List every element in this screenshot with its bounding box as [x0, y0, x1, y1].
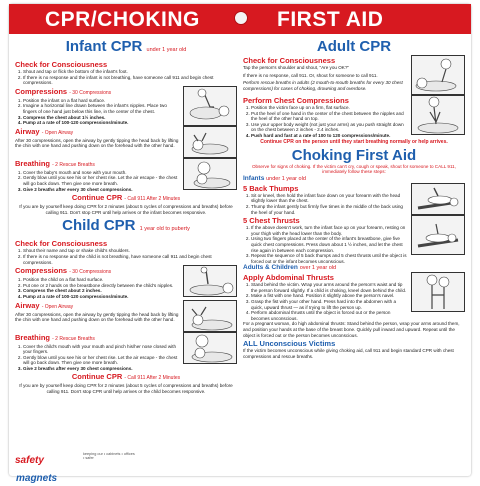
left-column [15, 38, 237, 395]
infant-breathing-step: 2. Gently blow until you see his or her chest rise. Let the air escape - the chest will go back down. Then give one more breath. [23, 175, 179, 186]
infant-breathing-section [15, 158, 237, 192]
title-banner [9, 4, 471, 34]
infant-compressions-step: 1. Position the infant on a flat hard surface. [23, 98, 179, 104]
child-breathing-heading [15, 333, 179, 344]
adult-continue-text: Continue CPR on the person until they start breathing normally or help arrives. [260, 138, 448, 145]
adult-compressions-section [243, 95, 465, 139]
child-cpr-age: 1 year old to puberty [139, 226, 190, 233]
choking-adults-heading [243, 264, 465, 272]
child-breathing-illustration [183, 332, 237, 364]
child-airway-illustration [183, 300, 237, 332]
back-thumps-heading: 5 Back Thumps [243, 183, 299, 193]
adult-compressions-step: 2. Put the heel of one hand in the center of the chest between the nipples and the heel of the other hand on top. [251, 111, 407, 122]
infant-breathing-heading [15, 159, 179, 170]
adult-compressions-step: 3. Use your upper body weight (not just your arms) as you push straight down on the chest between 2 inches - 2.4 inches. [251, 122, 407, 133]
infant-continue-heading [15, 193, 237, 204]
chest-thrusts-heading: 5 Chest Thrusts [243, 216, 300, 226]
left-title: CPR/CHOKING [45, 8, 200, 31]
child-airway-sub: - Open Airway [41, 303, 74, 310]
infant-airway-sub: - Open Airway [41, 129, 74, 136]
logo-tagline: keeping our • cabinets • offices • safer [83, 452, 135, 461]
pregnant-woman-note: For a pregnant woman, do high abdominal thrusts: Stand behind the person, wrap your arms around them, and position your hands at the base of the breast bone. Quickly pull inward and upward. Repeat until the object is forced out or the person becomes unconscious. [243, 321, 460, 338]
infant-cpr-title [15, 38, 237, 59]
infant-breathing-heading-text: Breathing [15, 158, 51, 168]
chest-thrusts-illustration [411, 215, 465, 255]
abdominal-thrusts-step: 1. Stand behind the victim. Wrap your arms around the person's waist and tip the person forward slightly. If a child is choking, kneel down behind the child. [251, 282, 407, 293]
infant-continue-section [15, 193, 237, 215]
child-compressions-heading-text: Compressions [15, 266, 68, 276]
child-continue-heading [15, 372, 237, 383]
back-thumps-section [243, 183, 465, 215]
infant-airway-heading-text: Airway [15, 126, 40, 136]
child-compression-illustration [183, 265, 237, 297]
child-consciousness-section [15, 238, 237, 265]
infant-cpr-title-text: Infant CPR [65, 38, 143, 55]
child-continue-heading-text: Continue CPR [71, 372, 123, 382]
choking-adults-heading-text: Adults & Children [243, 264, 298, 272]
child-continue-text: If you are by yourself keep doing CPR for 2 minutes (about 5 cycles of compressions and breaths) before calling 911. Don't stop CPR until help arrives or the child becomes responsive. [19, 383, 233, 395]
logo-word-safety: safety [15, 455, 44, 466]
child-breathing-step: 3. Give 2 breaths after every 30 chest compressions. [23, 366, 179, 372]
child-airway-heading [15, 301, 179, 312]
abdominal-thrusts-step: 2. Make a fist with one hand. Position it slightly above the person's navel. [251, 293, 407, 299]
choking-title: Choking First Aid [291, 146, 417, 164]
abdominal-thrusts-step: 3. Grasp the fist with your other hand. Press hard into the abdomen with a quick, upward thrust — as if trying to lift the person up. [251, 299, 407, 310]
infant-consciousness-heading: Check for Consciousness [15, 60, 108, 69]
adult-compressions-step: 4. Push hard and fast at a rate of 100 to 120 compressions/minute. [251, 133, 407, 139]
infant-compressions-step: 2. Imagine a horizontal line drawn between the infant's nipples. Place two fingers of one hand just below this line, in the center of the chest. [23, 103, 179, 114]
infant-compressions-sub: - 30 Compressions [69, 89, 112, 96]
child-compressions-step: 3. Compress the chest about 2 inches. [23, 288, 179, 294]
adult-consciousness-heading [243, 56, 407, 65]
child-compressions-sub: - 30 Compressions [69, 269, 112, 276]
infant-compressions-step: 4. Pump at a rate of 100-120 compressions/minute. [23, 120, 179, 126]
infant-breathing-illustration [183, 158, 237, 190]
chest-thrusts-step: 3. Repeat the sequence of 5 back thumps and 5 chest thrusts until the object is forced out or the infant becomes unconscious. [251, 253, 407, 264]
infant-compression-illustration [183, 86, 237, 126]
infant-continue-heading-text: Continue CPR [71, 193, 123, 203]
infant-cpr-age: under 1 year old [146, 47, 187, 53]
chest-thrusts-section [243, 215, 465, 264]
back-thumps-step: 1. Sit or kneel, then hold the infant face down on your forearm with the head slightly lower than the chest. [251, 193, 407, 204]
brand-logo [15, 450, 135, 484]
hanging-hole-icon [234, 11, 248, 25]
child-consciousness-step: 2. If there is no response and the child is not breathing, have someone call 911 and begin chest compressions. [23, 254, 237, 265]
abdominal-thrusts-section [243, 272, 465, 321]
child-consciousness-heading: Check for Consciousness [15, 239, 108, 249]
abdominal-thrusts-heading: Apply Abdominal Thrusts [243, 273, 334, 283]
adult-consciousness-section [243, 55, 465, 95]
infant-compressions-heading-text: Compressions [15, 86, 68, 96]
infant-continue-sub: - Call 911 After 2 Minutes [124, 196, 181, 203]
choking-intro: Observe for signs of choking. If the victim can't cry, cough or speak, shout for someone to CALL 911, immediately follow these steps: [251, 163, 457, 175]
right-title: FIRST AID [277, 8, 384, 31]
adult-consciousness-heading-text: Check for Consciousness [243, 56, 336, 65]
child-breathing-step: 2. Gently blow until you see his or her chest rise. Let the air escape - the chest will go back down. Then give one more breath. [23, 355, 179, 366]
child-continue-section [15, 372, 237, 394]
child-compressions-step: 1. Position the child on a flat hard surface. [23, 277, 179, 283]
adult-check-illustration [411, 55, 465, 95]
infant-compressions-step: 3. Compress the chest about 1½ inches. [23, 115, 179, 121]
unconscious-victims-heading: ALL Unconscious Victims [243, 339, 336, 349]
child-cpr-title-text: Child CPR [62, 217, 136, 235]
infant-consciousness-step: 2. If there is no response and the infant is not breathing, have someone call 911 and begin chest compressions. [23, 75, 237, 86]
right-column [243, 38, 465, 359]
infant-airway-section [15, 126, 237, 158]
infant-consciousness-section [15, 59, 237, 86]
adult-compressions-step: 1. Position the victim face up on a firm, flat surface. [251, 105, 407, 111]
child-consciousness-step: 1. Shout their name and tap or shake child's shoulders. [23, 248, 237, 254]
abdominal-thrusts-illustration [411, 272, 465, 312]
child-airway-section [15, 300, 237, 332]
child-continue-sub: - Call 911 After 2 Minutes [124, 375, 181, 382]
first-aid-sheet [9, 4, 471, 484]
back-thumps-illustration [411, 183, 465, 215]
infant-airway-illustration [183, 126, 237, 158]
choking-infants-age: under 1 year old [266, 175, 306, 182]
chest-thrusts-step: 1. If the above doesn't work, turn the infant face up on your forearm, resting on your thigh with the head lower than the body. [251, 225, 407, 236]
infant-airway-heading [15, 127, 179, 138]
infant-airway-text: After 30 compressions, open the airway by gently tipping the head back by lifting the chin with one hand and pushing down on the forehead with the other hand. [15, 137, 179, 149]
child-compressions-step: 2. Put one or 2 hands on the breastbone directly between the child's nipples. [23, 283, 179, 289]
child-compressions-section [15, 265, 237, 299]
unconscious-victims-text: If the victim becomes unconscious while giving choking aid, call 911 and begin standard CPR with chest compressions and rescue breaths. [243, 348, 454, 359]
adult-rescue-breaths-note: Perform rescue breaths in adults (2 mouth-to-mouth breaths for every 30 chest compressions) for cases of choking, drowning and overdose. [243, 80, 403, 91]
adult-compressions-heading: Perform Chest Compressions [243, 96, 349, 105]
adult-consciousness-text: If there is no response, call 911. Or, shout for someone to call 911. [243, 72, 378, 78]
choking-infants-heading-text: Infants [243, 174, 265, 182]
child-airway-heading-text: Airway [15, 300, 40, 310]
infant-continue-text: If you are by yourself keep doing CPR for 2 minutes (about 5 cycles of compressions and breaths) before calling 911. Don't stop CPR until help arrives or the infant becomes responsive. [19, 204, 233, 215]
child-breathing-heading-text: Breathing [15, 332, 51, 342]
back-thumps-step: 2. Thump the infant gently but firmly five times in the middle of the back using the heel of your hand. [251, 204, 407, 215]
adult-cpr-title: Adult CPR [316, 38, 392, 55]
child-compressions-step: 4. Pump at a rate of 100-120 compressions/minute. [23, 294, 179, 300]
child-airway-text: After 30 compressions, open the airway by gently tipping the head back by lifting the chin with one hand and pushing down on the forehead with the other hand. [15, 311, 179, 323]
adult-consciousness-text: Tap the person's shoulder and shout, "Are you OK?" [243, 65, 350, 70]
chest-thrusts-step: 2. Using two fingers placed at the center of the infant's breastbone, give five quick chest compressions. Press down about 1 ½ inches, and let the chest rise again in between each compression. [251, 236, 407, 253]
child-breathing-section [15, 332, 237, 372]
child-cpr-title [15, 217, 237, 238]
choking-adults-age: over 1 year old [299, 265, 337, 272]
logo-word-magnets: magnets [16, 473, 58, 484]
infant-compressions-heading [15, 87, 179, 98]
infant-compressions-section [15, 86, 237, 126]
infant-consciousness-step: 1. Shout and tap or flick the bottom of the infant's foot. [23, 69, 237, 75]
child-compressions-heading [15, 266, 179, 277]
infant-breathing-step: 1. Cover the baby's mouth and nose with your mouth. [23, 170, 179, 176]
adult-compression-illustration [411, 95, 465, 135]
infant-breathing-sub: - 2 Rescue Breaths [52, 161, 95, 168]
infant-breathing-step: 3. Give 2 breaths after every 30 chest compressions. [23, 187, 179, 193]
child-breathing-sub: - 2 Rescue Breaths [52, 335, 95, 342]
choking-infants-heading [243, 175, 465, 183]
child-breathing-step: 1. Cover the child's mouth with your mouth and pinch his/her nose closed with your fingers. [23, 344, 179, 355]
abdominal-thrusts-step: 4. Perform abdominal thrusts until the object is forced out or the person becomes unconscious. [251, 310, 407, 321]
